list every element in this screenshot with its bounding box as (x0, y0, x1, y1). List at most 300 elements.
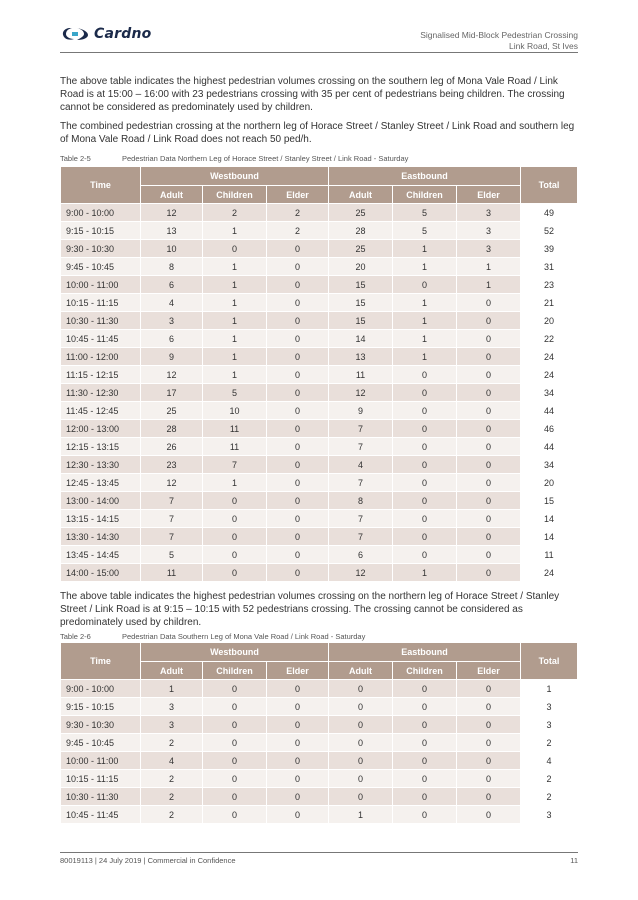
cell-total: 46 (521, 420, 578, 438)
cell-total: 24 (521, 366, 578, 384)
header-time: Time (61, 643, 141, 680)
cell-wb-elder: 0 (267, 770, 329, 788)
cell-total: 1 (521, 680, 578, 698)
cell-time: 13:15 - 14:15 (61, 510, 141, 528)
cell-eb-children: 1 (393, 312, 457, 330)
table-row (61, 276, 578, 294)
cell-time: 9:00 - 10:00 (61, 680, 141, 698)
cell-eb-adult: 0 (329, 680, 393, 698)
cell-eb-adult: 25 (329, 240, 393, 258)
cell-wb-adult: 7 (141, 510, 203, 528)
paragraph-2: The combined pedestrian crossing at the northern leg of Horace Street / Stanley Street / Link Road and southern leg of Mona Vale Road / Link Road does not reach 50 ped/h. (60, 121, 575, 145)
cell-total: 34 (521, 384, 578, 402)
cell-wb-children: 0 (203, 806, 267, 824)
cell-eb-adult: 14 (329, 330, 393, 348)
cell-wb-elder: 0 (267, 788, 329, 806)
cell-total: 11 (521, 546, 578, 564)
cell-eb-adult: 20 (329, 258, 393, 276)
table-row (61, 788, 578, 806)
table-2-6-caption (60, 632, 365, 641)
cell-wb-adult: 10 (141, 240, 203, 258)
cell-time: 10:30 - 11:30 (61, 312, 141, 330)
cell-wb-adult: 2 (141, 788, 203, 806)
cell-time: 14:00 - 15:00 (61, 564, 141, 582)
header-adult: Adult (329, 662, 393, 680)
cell-wb-children: 11 (203, 420, 267, 438)
cell-eb-elder: 3 (457, 204, 521, 222)
cell-wb-adult: 7 (141, 528, 203, 546)
cell-total: 4 (521, 752, 578, 770)
cell-wb-elder: 0 (267, 528, 329, 546)
pedestrian-table-southern-leg (60, 642, 578, 824)
cell-wb-adult: 2 (141, 734, 203, 752)
cell-time: 11:45 - 12:45 (61, 402, 141, 420)
table-row (61, 456, 578, 474)
cell-wb-adult: 17 (141, 384, 203, 402)
cell-total: 2 (521, 770, 578, 788)
cell-total: 2 (521, 734, 578, 752)
cell-eb-adult: 12 (329, 384, 393, 402)
cell-eb-elder: 0 (457, 402, 521, 420)
cell-eb-elder: 0 (457, 474, 521, 492)
cell-eb-elder: 0 (457, 546, 521, 564)
cell-eb-elder: 0 (457, 698, 521, 716)
cell-time: 10:45 - 11:45 (61, 806, 141, 824)
cell-total: 49 (521, 204, 578, 222)
cell-time: 12:15 - 13:15 (61, 438, 141, 456)
cell-eb-elder: 0 (457, 348, 521, 366)
cell-time: 9:45 - 10:45 (61, 258, 141, 276)
cell-wb-children: 5 (203, 384, 267, 402)
cell-eb-adult: 6 (329, 546, 393, 564)
cell-eb-adult: 28 (329, 222, 393, 240)
cell-eb-elder: 0 (457, 456, 521, 474)
cell-eb-adult: 0 (329, 698, 393, 716)
cell-eb-children: 1 (393, 564, 457, 582)
cell-wb-adult: 23 (141, 456, 203, 474)
cell-total: 44 (521, 402, 578, 420)
table-row (61, 510, 578, 528)
cell-time: 10:00 - 11:00 (61, 276, 141, 294)
table-row (61, 258, 578, 276)
header-time: Time (61, 167, 141, 204)
cell-wb-adult: 28 (141, 420, 203, 438)
header-total: Total (521, 643, 578, 680)
cell-total: 24 (521, 564, 578, 582)
cell-total: 44 (521, 438, 578, 456)
cell-wb-elder: 0 (267, 698, 329, 716)
cell-eb-adult: 0 (329, 734, 393, 752)
cell-eb-elder: 0 (457, 366, 521, 384)
cell-wb-children: 0 (203, 788, 267, 806)
table-row (61, 348, 578, 366)
cell-wb-elder: 0 (267, 752, 329, 770)
cell-eb-adult: 13 (329, 348, 393, 366)
cell-wb-children: 1 (203, 366, 267, 384)
cell-eb-children: 0 (393, 770, 457, 788)
cell-wb-children: 1 (203, 330, 267, 348)
cell-eb-children: 0 (393, 680, 457, 698)
cell-eb-adult: 0 (329, 770, 393, 788)
table-row (61, 680, 578, 698)
cell-wb-adult: 11 (141, 564, 203, 582)
paragraph-3: The above table indicates the highest pedestrian volumes crossing on the northern leg of Horace Street / Stanley Street / Link Road is at 9:15 – 10:15 with 52 pedestrians crossing. The crossing cannot be considered as predominately used by children. (60, 591, 560, 628)
table-row (61, 222, 578, 240)
header-adult: Adult (141, 186, 203, 204)
footer-divider (60, 852, 578, 853)
cell-eb-children: 0 (393, 806, 457, 824)
cell-total: 15 (521, 492, 578, 510)
cell-eb-elder: 0 (457, 716, 521, 734)
cell-total: 23 (521, 276, 578, 294)
cell-time: 9:15 - 10:15 (61, 222, 141, 240)
cell-time: 10:30 - 11:30 (61, 788, 141, 806)
cell-wb-elder: 0 (267, 384, 329, 402)
cell-wb-elder: 0 (267, 474, 329, 492)
header-eastbound: Eastbound (329, 167, 521, 186)
cell-eb-adult: 9 (329, 402, 393, 420)
cell-total: 20 (521, 312, 578, 330)
header-adult: Adult (141, 662, 203, 680)
cell-wb-elder: 0 (267, 420, 329, 438)
cell-wb-adult: 6 (141, 330, 203, 348)
cell-wb-elder: 0 (267, 366, 329, 384)
cell-eb-elder: 1 (457, 258, 521, 276)
cell-total: 52 (521, 222, 578, 240)
cell-eb-elder: 0 (457, 420, 521, 438)
cell-wb-elder: 2 (267, 222, 329, 240)
cell-total: 3 (521, 698, 578, 716)
cell-wb-adult: 25 (141, 402, 203, 420)
cell-total: 21 (521, 294, 578, 312)
cell-wb-adult: 12 (141, 204, 203, 222)
cell-wb-adult: 6 (141, 276, 203, 294)
cell-eb-children: 0 (393, 752, 457, 770)
table-row (61, 528, 578, 546)
cell-time: 9:30 - 10:30 (61, 240, 141, 258)
cell-wb-elder: 0 (267, 330, 329, 348)
cell-wb-adult: 4 (141, 294, 203, 312)
header-westbound: Westbound (141, 643, 329, 662)
cell-eb-elder: 0 (457, 680, 521, 698)
cell-wb-adult: 8 (141, 258, 203, 276)
table-row (61, 240, 578, 258)
cell-wb-elder: 0 (267, 312, 329, 330)
cell-wb-elder: 0 (267, 456, 329, 474)
cell-eb-children: 0 (393, 402, 457, 420)
caption-number: Table 2-5 (60, 154, 91, 163)
cell-total: 24 (521, 348, 578, 366)
cell-wb-children: 1 (203, 258, 267, 276)
table-row (61, 770, 578, 788)
cell-wb-adult: 12 (141, 366, 203, 384)
cell-eb-adult: 1 (329, 806, 393, 824)
table-row (61, 564, 578, 582)
cell-eb-adult: 12 (329, 564, 393, 582)
cell-wb-children: 0 (203, 528, 267, 546)
cell-wb-adult: 26 (141, 438, 203, 456)
cell-wb-children: 11 (203, 438, 267, 456)
cell-wb-adult: 3 (141, 312, 203, 330)
cell-eb-children: 0 (393, 546, 457, 564)
cell-time: 13:45 - 14:45 (61, 546, 141, 564)
cell-wb-children: 0 (203, 680, 267, 698)
cell-wb-children: 2 (203, 204, 267, 222)
cell-wb-children: 0 (203, 734, 267, 752)
cell-wb-adult: 9 (141, 348, 203, 366)
cell-eb-children: 1 (393, 348, 457, 366)
table-row (61, 366, 578, 384)
cell-eb-adult: 7 (329, 528, 393, 546)
cell-wb-elder: 0 (267, 680, 329, 698)
cell-eb-children: 0 (393, 276, 457, 294)
cell-wb-elder: 2 (267, 204, 329, 222)
cell-total: 3 (521, 716, 578, 734)
cell-time: 11:15 - 12:15 (61, 366, 141, 384)
cell-total: 14 (521, 510, 578, 528)
table-row (61, 546, 578, 564)
table-row (61, 698, 578, 716)
cell-wb-adult: 3 (141, 698, 203, 716)
cell-time: 9:15 - 10:15 (61, 698, 141, 716)
cell-time: 10:00 - 11:00 (61, 752, 141, 770)
table-row (61, 492, 578, 510)
cell-total: 14 (521, 528, 578, 546)
cell-eb-children: 0 (393, 528, 457, 546)
table-row (61, 204, 578, 222)
cell-eb-children: 0 (393, 420, 457, 438)
cell-wb-elder: 0 (267, 438, 329, 456)
cell-eb-elder: 0 (457, 752, 521, 770)
cell-wb-children: 0 (203, 564, 267, 582)
table-row (61, 294, 578, 312)
cell-wb-adult: 5 (141, 546, 203, 564)
cell-eb-children: 0 (393, 474, 457, 492)
cell-wb-children: 1 (203, 474, 267, 492)
cell-eb-elder: 0 (457, 438, 521, 456)
header-children: Children (393, 186, 457, 204)
cell-wb-elder: 0 (267, 716, 329, 734)
cell-eb-children: 1 (393, 258, 457, 276)
table-row (61, 384, 578, 402)
header-elder: Elder (457, 662, 521, 680)
header-total: Total (521, 167, 578, 204)
cell-wb-children: 7 (203, 456, 267, 474)
cell-eb-elder: 0 (457, 806, 521, 824)
cell-wb-children: 1 (203, 294, 267, 312)
cell-wb-adult: 12 (141, 474, 203, 492)
cell-time: 10:15 - 11:15 (61, 294, 141, 312)
cell-wb-elder: 0 (267, 492, 329, 510)
cell-eb-children: 0 (393, 788, 457, 806)
footer-text: 80019113 | 24 July 2019 | Commercial in Confidence (60, 856, 236, 865)
table-row (61, 402, 578, 420)
cell-time: 13:00 - 14:00 (61, 492, 141, 510)
table-row (61, 716, 578, 734)
cell-eb-adult: 0 (329, 752, 393, 770)
document-title-block (420, 30, 578, 52)
cell-eb-adult: 4 (329, 456, 393, 474)
table-row (61, 734, 578, 752)
cell-time: 12:30 - 13:30 (61, 456, 141, 474)
cell-time: 11:00 - 12:00 (61, 348, 141, 366)
cell-total: 20 (521, 474, 578, 492)
cell-wb-children: 1 (203, 348, 267, 366)
table-row (61, 420, 578, 438)
header-elder: Elder (267, 662, 329, 680)
cell-eb-elder: 0 (457, 788, 521, 806)
cell-wb-adult: 7 (141, 492, 203, 510)
cell-wb-adult: 13 (141, 222, 203, 240)
cell-eb-adult: 11 (329, 366, 393, 384)
cell-eb-elder: 1 (457, 276, 521, 294)
table-row (61, 330, 578, 348)
cell-eb-adult: 0 (329, 788, 393, 806)
cell-wb-children: 0 (203, 752, 267, 770)
cell-eb-elder: 0 (457, 384, 521, 402)
cell-wb-children: 1 (203, 312, 267, 330)
header-children: Children (393, 662, 457, 680)
cell-eb-adult: 7 (329, 510, 393, 528)
cell-wb-children: 0 (203, 510, 267, 528)
header-elder: Elder (457, 186, 521, 204)
cell-wb-elder: 0 (267, 564, 329, 582)
cell-time: 9:30 - 10:30 (61, 716, 141, 734)
cell-wb-children: 0 (203, 716, 267, 734)
cell-wb-elder: 0 (267, 402, 329, 420)
cell-eb-elder: 0 (457, 770, 521, 788)
paragraph-1: The above table indicates the highest pedestrian volumes crossing on the southern leg of Mona Vale Road / Link Road is at 15:00 – 16:00 with 23 pedestrians crossing with 35 per cent of pedestrians being children. The crossing cannot be considered as predominately used by children. (60, 76, 565, 113)
cell-wb-adult: 2 (141, 770, 203, 788)
cell-eb-adult: 7 (329, 438, 393, 456)
cell-eb-children: 1 (393, 330, 457, 348)
cardno-swoosh-icon (60, 26, 90, 42)
cell-wb-adult: 1 (141, 680, 203, 698)
cell-wb-elder: 0 (267, 294, 329, 312)
header-eastbound: Eastbound (329, 643, 521, 662)
cell-wb-children: 0 (203, 492, 267, 510)
cell-eb-adult: 15 (329, 294, 393, 312)
cell-total: 3 (521, 806, 578, 824)
cell-eb-adult: 7 (329, 474, 393, 492)
cell-wb-elder: 0 (267, 240, 329, 258)
cell-eb-elder: 0 (457, 330, 521, 348)
logo-text: Cardno (94, 26, 152, 42)
cell-wb-children: 0 (203, 698, 267, 716)
header-westbound: Westbound (141, 167, 329, 186)
cell-wb-children: 1 (203, 276, 267, 294)
header-elder: Elder (267, 186, 329, 204)
cell-wb-adult: 3 (141, 716, 203, 734)
cell-time: 9:45 - 10:45 (61, 734, 141, 752)
cell-eb-elder: 3 (457, 240, 521, 258)
cell-eb-adult: 25 (329, 204, 393, 222)
cell-eb-elder: 0 (457, 528, 521, 546)
cell-eb-adult: 7 (329, 420, 393, 438)
cell-time: 10:45 - 11:45 (61, 330, 141, 348)
table-row (61, 312, 578, 330)
cell-wb-elder: 0 (267, 276, 329, 294)
header-children: Children (203, 186, 267, 204)
cell-eb-elder: 0 (457, 492, 521, 510)
table-2-5-caption (60, 154, 408, 163)
cell-eb-children: 5 (393, 204, 457, 222)
cell-eb-elder: 0 (457, 294, 521, 312)
cell-eb-elder: 0 (457, 510, 521, 528)
cell-eb-children: 0 (393, 698, 457, 716)
cell-eb-elder: 0 (457, 734, 521, 752)
cell-eb-children: 0 (393, 510, 457, 528)
cell-wb-elder: 0 (267, 734, 329, 752)
cell-eb-children: 0 (393, 492, 457, 510)
cell-eb-adult: 0 (329, 716, 393, 734)
cell-time: 12:00 - 13:00 (61, 420, 141, 438)
cell-eb-children: 0 (393, 456, 457, 474)
cell-wb-adult: 2 (141, 806, 203, 824)
cell-time: 9:00 - 10:00 (61, 204, 141, 222)
cell-wb-children: 0 (203, 770, 267, 788)
cardno-logo (60, 26, 151, 42)
cell-eb-elder: 0 (457, 312, 521, 330)
cell-eb-children: 0 (393, 438, 457, 456)
cell-eb-adult: 15 (329, 276, 393, 294)
cell-eb-adult: 8 (329, 492, 393, 510)
cell-wb-children: 1 (203, 222, 267, 240)
cell-wb-elder: 0 (267, 806, 329, 824)
cell-eb-elder: 0 (457, 564, 521, 582)
cell-wb-elder: 0 (267, 258, 329, 276)
cell-wb-elder: 0 (267, 546, 329, 564)
cell-time: 12:45 - 13:45 (61, 474, 141, 492)
cell-eb-adult: 15 (329, 312, 393, 330)
header-children: Children (203, 662, 267, 680)
header-adult: Adult (329, 186, 393, 204)
caption-text: Pedestrian Data Northern Leg of Horace Street / Stanley Street / Link Road - Saturday (122, 154, 409, 163)
document-subtitle: Link Road, St Ives (509, 41, 578, 51)
page-number: 11 (570, 856, 578, 865)
table-row (61, 806, 578, 824)
cell-wb-elder: 0 (267, 510, 329, 528)
cell-eb-children: 5 (393, 222, 457, 240)
header-divider (60, 52, 578, 53)
cell-eb-children: 1 (393, 294, 457, 312)
cell-wb-elder: 0 (267, 348, 329, 366)
cell-time: 13:30 - 14:30 (61, 528, 141, 546)
cell-time: 11:30 - 12:30 (61, 384, 141, 402)
cell-total: 31 (521, 258, 578, 276)
cell-eb-children: 0 (393, 734, 457, 752)
cell-wb-children: 0 (203, 546, 267, 564)
table-row (61, 752, 578, 770)
cell-eb-children: 0 (393, 384, 457, 402)
caption-text: Pedestrian Data Southern Leg of Mona Vale Road / Link Road - Saturday (122, 632, 366, 641)
cell-wb-children: 10 (203, 402, 267, 420)
cell-eb-children: 0 (393, 366, 457, 384)
cell-total: 22 (521, 330, 578, 348)
cell-eb-children: 1 (393, 240, 457, 258)
caption-number: Table 2-6 (60, 632, 91, 641)
table-row (61, 438, 578, 456)
pedestrian-table-northern-leg (60, 166, 578, 582)
cell-total: 39 (521, 240, 578, 258)
cell-time: 10:15 - 11:15 (61, 770, 141, 788)
page-header (0, 0, 638, 60)
table-row (61, 474, 578, 492)
cell-wb-children: 0 (203, 240, 267, 258)
cell-wb-adult: 4 (141, 752, 203, 770)
cell-total: 2 (521, 788, 578, 806)
cell-eb-elder: 3 (457, 222, 521, 240)
